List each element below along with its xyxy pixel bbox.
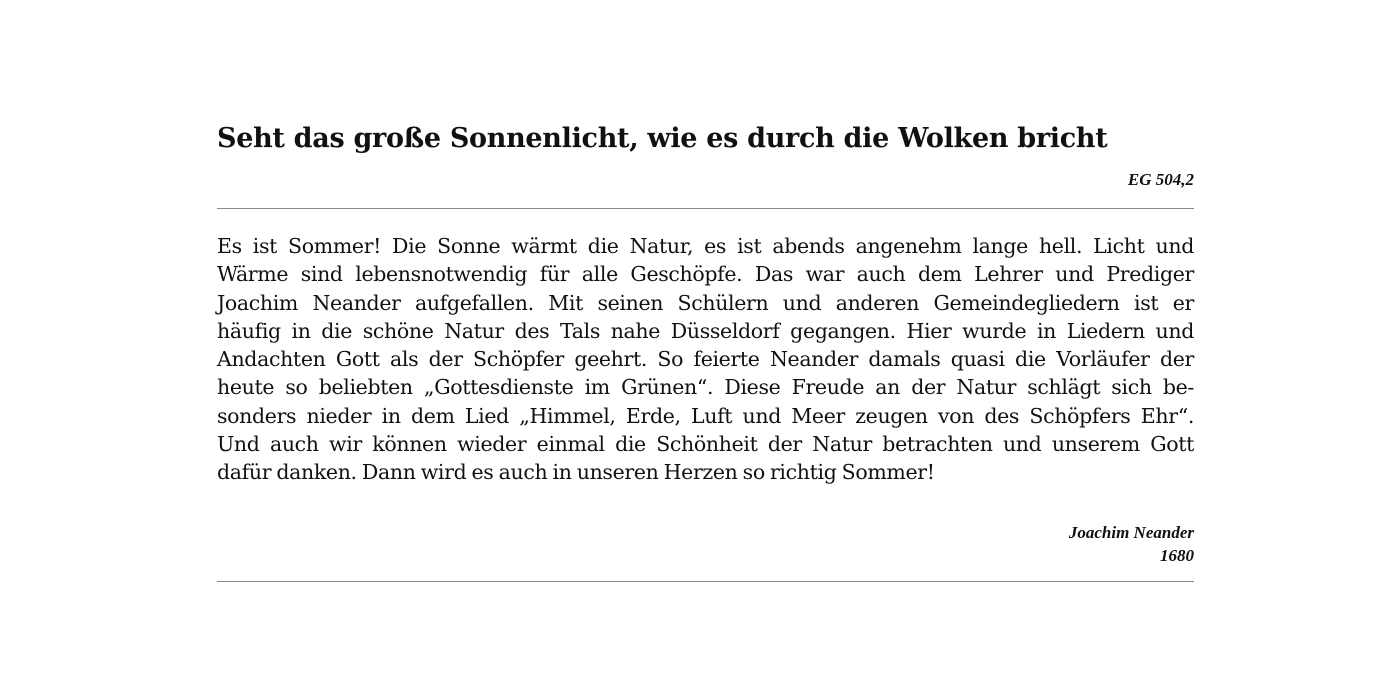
page-title: Seht das große Sonnenlicht, wie es durch die Wolken bricht	[217, 123, 1108, 154]
body-line: Es ist Sommer! Die Sonne wärmt die Natur, es ist abends angenehm lange hell. Licht und	[217, 234, 1194, 258]
body-line: sonders nieder in dem Lied „Himmel, Erde, Luft und Meer zeugen von des Schöpfers Ehr“.	[217, 403, 1194, 428]
body-line: Andachten Gott als der Schöpfer geehrt. So feierte Neander damals quasi die Vorläufer der	[217, 347, 1194, 372]
author-year: 1680	[1160, 546, 1194, 565]
body-line: häufig in die schöne Natur des Tals nahe Düsseldorf gegangen. Hier wurde in Liedern und	[217, 318, 1194, 343]
body-line: Und auch wir können wieder einmal die Schönheit der Natur betrachten und unserem Gott	[217, 432, 1194, 457]
body-line: Wärme sind lebensnotwendig für alle Geschöpfe. Das war auch dem Lehrer und Prediger	[217, 262, 1194, 287]
hymn-reference: EG 504,2	[1127, 170, 1194, 189]
body-line: Joachim Neander aufgefallen. Mit seinen Schülern und anderen Gemeindegliedern ist er	[217, 290, 1194, 315]
document-page	[217, 0, 1194, 700]
top-divider	[217, 208, 1194, 209]
body-line: dafür danken. Dann wird es auch in unseren Herzen so richtig Sommer!	[217, 460, 935, 485]
bottom-divider	[217, 581, 1194, 582]
body-paragraph	[217, 232, 1194, 487]
author-name: Joachim Neander	[1068, 523, 1194, 542]
body-line: heute so beliebten „Gottesdienste im Grünen“. Diese Freude an der Natur schlägt sich be-	[217, 375, 1194, 400]
attribution	[1069, 521, 1194, 567]
